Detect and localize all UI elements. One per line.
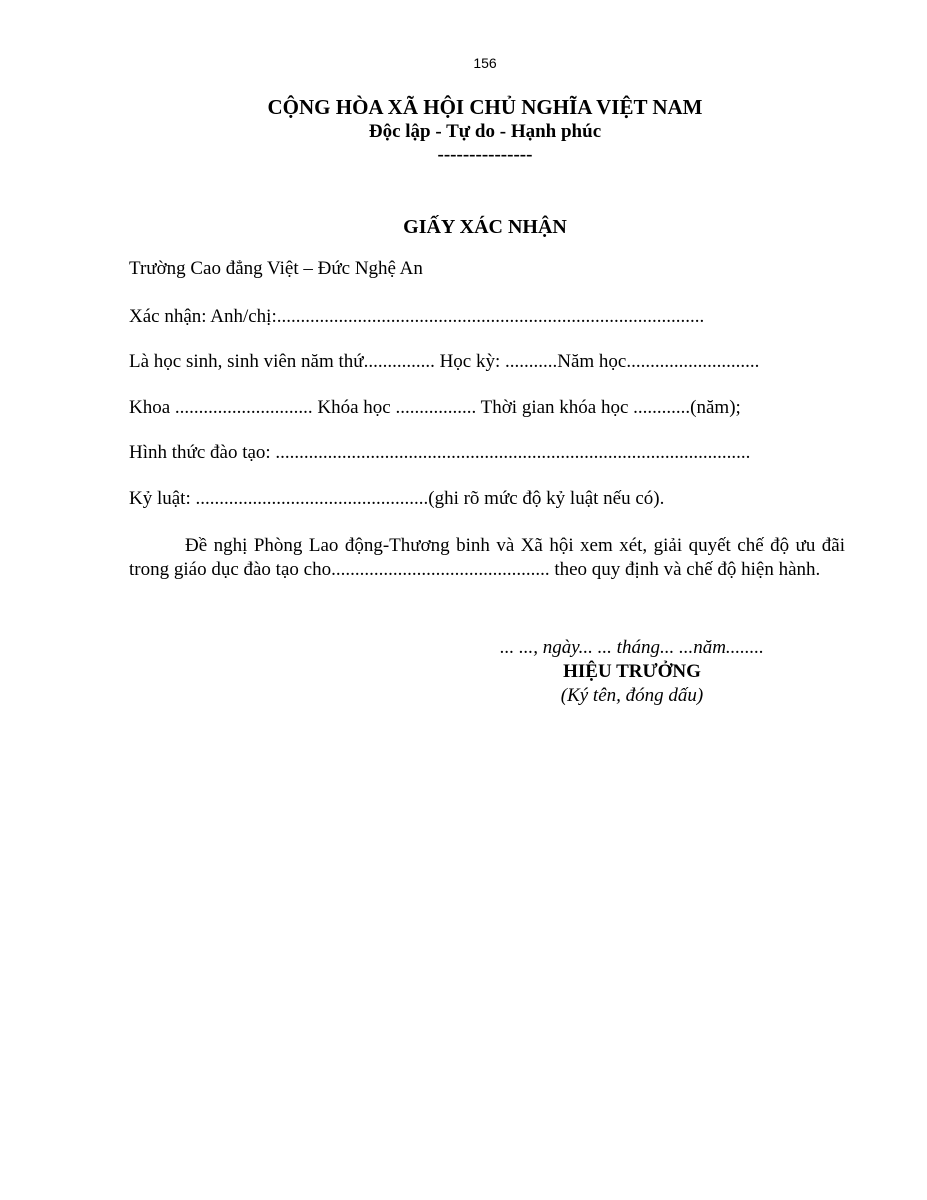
- signature-date: ... ..., ngày... ... tháng... ...năm........: [500, 637, 764, 658]
- signature-position: HIỆU TRƯỞNG: [563, 661, 701, 682]
- student-line: Là học sinh, sinh viên năm thứ............... Học kỳ: ...........Năm học............................: [129, 351, 760, 372]
- training-line: Hình thức đào tạo: ....................................................................................................: [129, 442, 751, 463]
- signature-block: [482, 636, 782, 708]
- document-title: GIẤY XÁC NHẬN: [403, 216, 567, 238]
- header-divider: ---------------: [437, 144, 533, 165]
- nation-title: CỘNG HÒA XÃ HỘI CHỦ NGHĨA VIỆT NAM: [267, 95, 703, 119]
- page-number: 156: [473, 55, 497, 71]
- document-header: [0, 94, 927, 166]
- school-name: Trường Cao đẳng Việt – Đức Nghệ An: [129, 258, 423, 279]
- faculty-line: Khoa ............................. Khóa học ................. Thời gian khóa học ............(năm);: [129, 397, 741, 418]
- discipline-line: Kỷ luật: .................................................(ghi rõ mức độ kỷ luật nếu có).: [129, 488, 665, 509]
- nation-motto: Độc lập - Tự do - Hạnh phúc: [368, 121, 602, 142]
- signature-note: (Ký tên, đóng dấu): [560, 685, 704, 706]
- confirm-line: Xác nhận: Anh/chị:..........................................................................................: [129, 306, 705, 327]
- request-paragraph: Đề nghị Phòng Lao động-Thương binh và Xã hội xem xét, giải quyết chế độ ưu đãi trong giáo dục đào tạo cho.............................................. theo quy định và chế độ hiện hành.: [129, 535, 845, 580]
